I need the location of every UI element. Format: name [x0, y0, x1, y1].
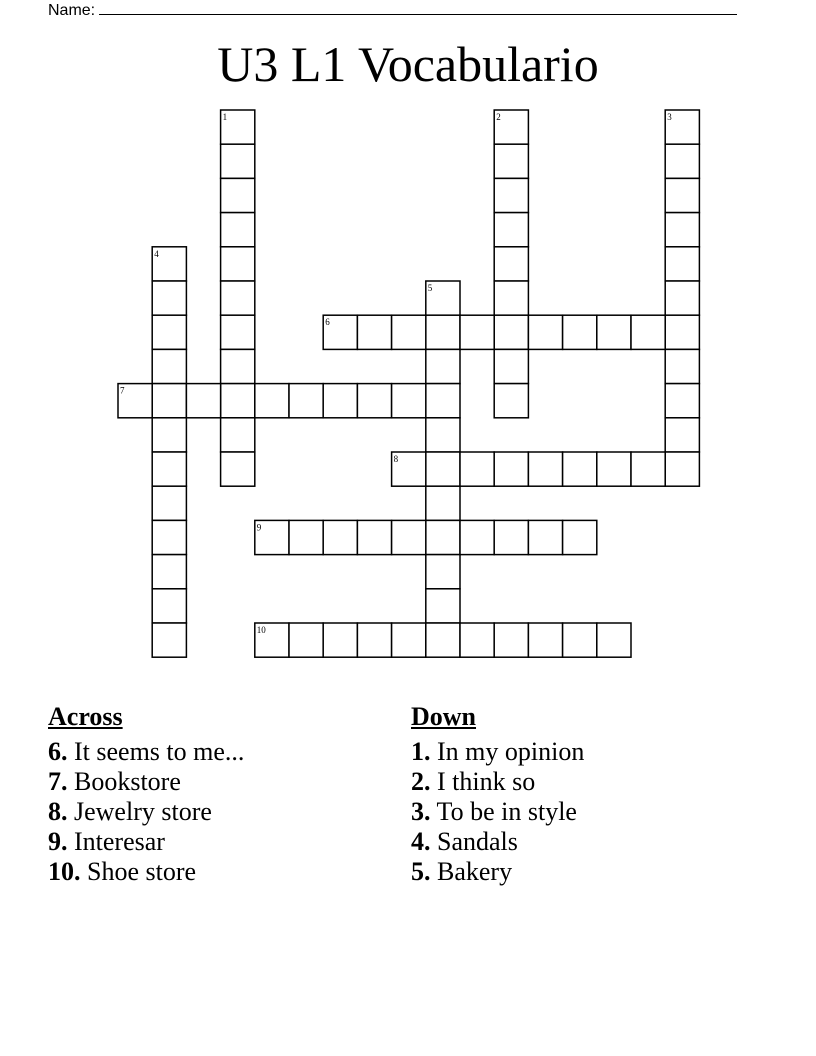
clue-across-9 — [48, 827, 244, 857]
clue-text: I think so — [437, 767, 536, 796]
clue-text: Bakery — [437, 857, 513, 886]
grid-cell[interactable] — [597, 452, 631, 486]
grid-cell[interactable] — [494, 144, 528, 178]
grid-cell[interactable] — [665, 418, 699, 452]
grid-cell[interactable] — [426, 486, 460, 520]
grid-cell[interactable] — [665, 315, 699, 349]
grid-cell[interactable] — [152, 486, 186, 520]
grid-cell[interactable] — [221, 349, 255, 383]
grid-cell[interactable] — [426, 555, 460, 589]
grid-cell[interactable] — [289, 623, 323, 657]
grid-cell[interactable] — [563, 520, 597, 554]
clue-number-label: 10 — [256, 625, 266, 635]
grid-cell[interactable] — [665, 349, 699, 383]
clue-down-2 — [411, 767, 584, 797]
grid-cell[interactable] — [152, 589, 186, 623]
clue-down-3 — [411, 797, 584, 827]
grid-cell[interactable] — [665, 281, 699, 315]
grid-cell[interactable] — [494, 520, 528, 554]
grid-cell[interactable] — [289, 384, 323, 418]
grid-cell[interactable] — [152, 623, 186, 657]
grid-cell[interactable] — [528, 315, 562, 349]
grid-cell[interactable] — [152, 452, 186, 486]
clue-number: 5. — [411, 857, 431, 886]
grid-cell[interactable] — [221, 452, 255, 486]
clue-number: 10. — [48, 857, 81, 886]
clue-number: 9. — [48, 827, 68, 856]
across-heading: Across — [48, 702, 123, 731]
grid-cell[interactable] — [563, 315, 597, 349]
grid-cell[interactable] — [323, 384, 357, 418]
grid-cell[interactable] — [357, 315, 391, 349]
grid-cell[interactable] — [392, 315, 426, 349]
grid-cell[interactable] — [665, 213, 699, 247]
grid-cell[interactable] — [494, 315, 528, 349]
grid-cell[interactable] — [631, 452, 665, 486]
name-label: Name: — [48, 2, 96, 19]
clue-number-label: 3 — [667, 112, 672, 122]
grid-cell[interactable] — [221, 247, 255, 281]
clue-number-label: 4 — [154, 248, 159, 259]
clue-number: 6. — [48, 737, 68, 766]
page-title: U3 L1 Vocabulario — [217, 36, 599, 92]
grid-cell[interactable] — [597, 623, 631, 657]
grid-cell[interactable] — [323, 520, 357, 554]
clue-number-label: 8 — [393, 454, 399, 464]
clue-number-label: 7 — [120, 385, 125, 396]
grid-cell[interactable] — [152, 520, 186, 554]
clue-text: Sandals — [437, 827, 518, 856]
grid-cell[interactable] — [460, 315, 494, 349]
clue-number: 7. — [48, 767, 68, 796]
grid-cell[interactable] — [152, 384, 186, 418]
clue-text: Bookstore — [74, 767, 181, 796]
grid-cell[interactable] — [426, 349, 460, 383]
grid-cell[interactable] — [426, 418, 460, 452]
grid-cell[interactable] — [426, 384, 460, 418]
grid-cell[interactable] — [494, 247, 528, 281]
clue-number: 8. — [48, 797, 68, 826]
clue-number: 3. — [411, 797, 431, 826]
grid-cell[interactable] — [563, 623, 597, 657]
clue-text: It seems to me... — [74, 737, 245, 766]
clue-text: Shoe store — [87, 857, 197, 886]
grid-cell[interactable] — [357, 520, 391, 554]
grid-cell[interactable] — [357, 384, 391, 418]
clue-across-10 — [48, 857, 244, 887]
grid-cell[interactable] — [665, 452, 699, 486]
grid-cell[interactable] — [494, 452, 528, 486]
clue-number-label: 2 — [496, 112, 501, 122]
grid-cell[interactable] — [221, 281, 255, 315]
clue-text: To be in style — [436, 797, 577, 826]
down-heading: Down — [411, 702, 477, 731]
grid-cell[interactable] — [494, 178, 528, 212]
grid-cell[interactable] — [460, 623, 494, 657]
grid-cell[interactable] — [528, 452, 562, 486]
grid-cell[interactable] — [665, 178, 699, 212]
clue-number: 1. — [411, 737, 431, 766]
grid-cell[interactable] — [255, 384, 289, 418]
grid-cell[interactable] — [357, 623, 391, 657]
clue-number-label: 6 — [325, 317, 330, 328]
grid-cell[interactable] — [221, 315, 255, 349]
across-clues — [48, 702, 244, 887]
grid-cell[interactable] — [426, 452, 460, 486]
grid-cell[interactable] — [494, 213, 528, 247]
grid-cell[interactable] — [186, 384, 220, 418]
grid-cell[interactable] — [426, 623, 460, 657]
clue-number-label: 5 — [427, 283, 433, 293]
grid-cell[interactable] — [152, 281, 186, 315]
grid-cell[interactable] — [221, 144, 255, 178]
clue-number: 2. — [411, 767, 431, 796]
grid-cell[interactable] — [221, 384, 255, 418]
grid-cell[interactable] — [665, 144, 699, 178]
grid-cell[interactable] — [528, 623, 562, 657]
clue-text: Interesar — [74, 827, 165, 856]
grid-cell[interactable] — [563, 452, 597, 486]
clue-number-label: 9 — [256, 522, 262, 533]
grid-cell[interactable] — [221, 178, 255, 212]
grid-cell[interactable] — [494, 384, 528, 418]
grid-cell[interactable] — [221, 418, 255, 452]
clue-across-7 — [48, 767, 244, 797]
clue-down-5 — [411, 857, 584, 887]
grid-cell[interactable] — [152, 315, 186, 349]
grid-cell[interactable] — [152, 555, 186, 589]
clue-text: In my opinion — [437, 737, 585, 766]
grid-cell[interactable] — [392, 520, 426, 554]
clue-across-6 — [48, 737, 244, 767]
grid-cell[interactable] — [289, 520, 323, 554]
grid-cell[interactable] — [426, 315, 460, 349]
clue-across-8 — [48, 797, 244, 827]
grid-cell[interactable] — [665, 247, 699, 281]
clue-number: 4. — [411, 827, 431, 856]
grid-cell[interactable] — [152, 349, 186, 383]
down-clues — [411, 702, 584, 887]
clue-down-1 — [411, 737, 584, 767]
grid-cell[interactable] — [426, 520, 460, 554]
grid-cell[interactable] — [221, 213, 255, 247]
grid-cell[interactable] — [494, 623, 528, 657]
clue-number-label: 1 — [222, 112, 228, 122]
clue-text: Jewelry store — [74, 797, 212, 826]
grid-cell[interactable] — [426, 589, 460, 623]
grid-cell[interactable] — [460, 520, 494, 554]
clue-down-4 — [411, 827, 584, 857]
grid-cell[interactable] — [528, 520, 562, 554]
grid-cell[interactable] — [460, 452, 494, 486]
grid-cell[interactable] — [392, 623, 426, 657]
grid-cell[interactable] — [494, 281, 528, 315]
grid-cell[interactable] — [392, 384, 426, 418]
grid-cell[interactable] — [631, 315, 665, 349]
grid-cell[interactable] — [494, 349, 528, 383]
grid-cell[interactable] — [323, 623, 357, 657]
grid-cell[interactable] — [597, 315, 631, 349]
grid-cell[interactable] — [665, 384, 699, 418]
grid-cell[interactable] — [152, 418, 186, 452]
